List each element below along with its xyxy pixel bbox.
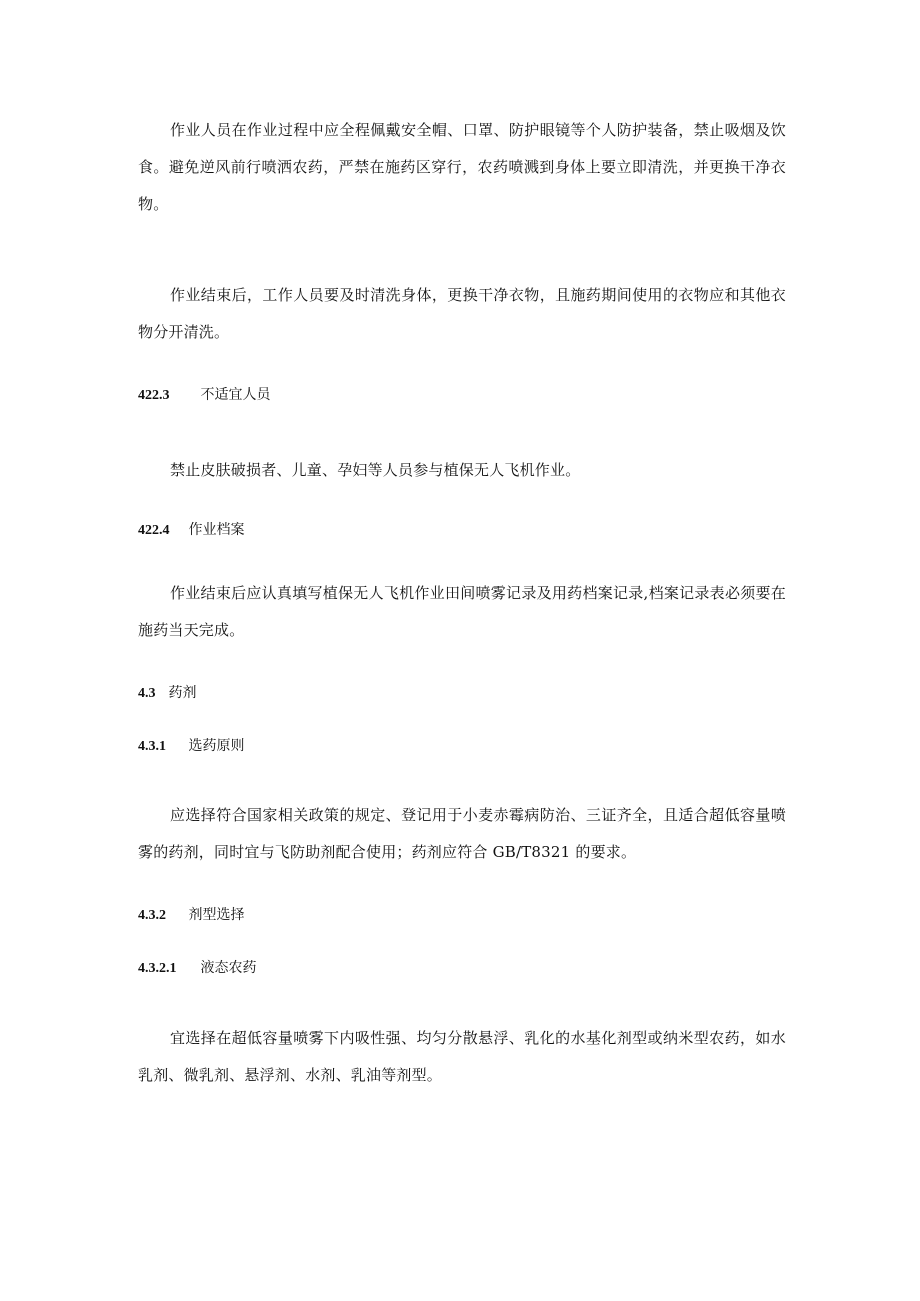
paragraph-unsuitable-personnel: 禁止皮肤破损者、儿童、孕妇等人员参与植保无人飞机作业。 bbox=[170, 461, 581, 479]
section-number: 4.3.2.1 bbox=[138, 961, 177, 976]
section-heading-4-3-2 bbox=[138, 905, 244, 926]
section-number: 422.3 bbox=[138, 388, 170, 403]
paragraph-protective-equipment: 作业人员在作业过程中应全程佩戴安全帽、口罩、防护眼镜等个人防护装备，禁止吸烟及饮食。避免逆风前行喷洒农药，严禁在施药区穿行，农药喷溅到身体上要立即清洗，并更换干净衣物。 bbox=[138, 121, 786, 213]
paragraph-selection-principle: 应选择符合国家相关政策的规定、登记用于小麦赤霉病防治、三证齐全，且适合超低容量喷雾的药剂，同时宜与飞防助剂配合使用；药剂应符合 GB/T8321 的要求。 bbox=[138, 806, 786, 861]
section-title: 选药原则 bbox=[188, 738, 245, 754]
section-number: 4.3 bbox=[138, 686, 156, 701]
section-number: 422.4 bbox=[138, 523, 170, 538]
paragraph-liquid-pesticide: 宜选择在超低容量喷雾下内吸性强、均匀分散悬浮、乳化的水基化剂型或纳米型农药，如水乳剂、微乳剂、悬浮剂、水剂、乳油等剂型。 bbox=[138, 1029, 786, 1084]
section-heading-4-3 bbox=[138, 683, 196, 704]
section-title: 药剂 bbox=[168, 685, 197, 701]
section-title: 作业档案 bbox=[188, 522, 245, 538]
section-title: 液态农药 bbox=[200, 960, 257, 976]
paragraph-work-records: 作业结束后应认真填写植保无人飞机作业田间喷雾记录及用药档案记录,档案记录表必须要在施药当天完成。 bbox=[138, 584, 786, 639]
section-number: 4.3.1 bbox=[138, 739, 166, 754]
section-number: 4.3.2 bbox=[138, 908, 166, 923]
section-title: 不适宜人员 bbox=[200, 387, 271, 403]
section-heading-422-4 bbox=[138, 520, 244, 541]
section-heading-422-3 bbox=[138, 385, 270, 406]
paragraph-post-work-cleaning: 作业结束后，工作人员要及时清洗身体，更换干净衣物，且施药期间使用的衣物应和其他衣物分开清洗。 bbox=[138, 286, 786, 341]
section-heading-4-3-1 bbox=[138, 736, 244, 757]
section-title: 剂型选择 bbox=[188, 907, 245, 923]
section-heading-4-3-2-1 bbox=[138, 958, 256, 979]
